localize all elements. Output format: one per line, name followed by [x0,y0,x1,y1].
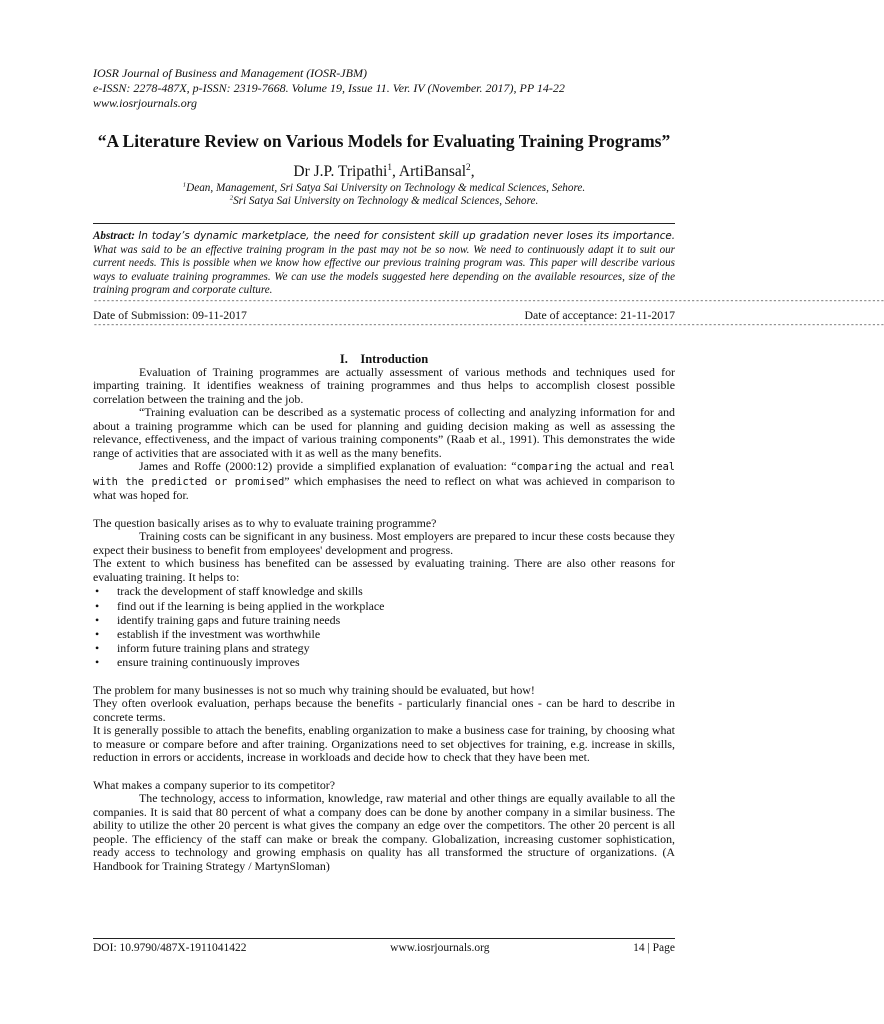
affiliation-1 [93,182,675,195]
author-2: ArtiBansal [398,163,467,180]
paragraph-5: The extent to which business has benefited can be assessed by evaluating training. There are also other reasons for evaluating training. It helps to: [93,556,675,584]
abstract [93,230,675,298]
abstract-top-rule [93,223,675,224]
paragraph-3-end: ” which emphasises the need to reflect on what was achieved in comparison to what was hoped for. [93,473,675,503]
spacer [93,503,675,517]
authors [93,162,675,182]
list-item: • ensure training continuously improves [93,655,675,669]
affiliation-2 [93,195,675,208]
paragraph-3-start: James and Roffe (2000:12) provide a simplified explanation of evaluation: “ [139,459,517,474]
dates-row [93,308,675,322]
section-heading [93,352,675,366]
list-item: • establish if the investment was worthwhile [93,627,675,641]
journal-header [93,66,675,111]
paragraph-3-mid: the actual and [572,459,651,474]
footer-page-number: 14 | Page [633,942,675,954]
affiliations [93,182,675,208]
paper-title: “A Literature Review on Various Models for Evaluating Training Programs” [97,131,671,151]
quote-comparing: comparing [516,461,573,474]
spacer [93,670,675,684]
author-trailing: , [470,163,475,180]
affiliation-2-text: Sri Satya Sai University on Technology & medical Sciences, Sehore. [233,195,539,207]
journal-issn: e-ISSN: 2278-487X, p-ISSN: 2319-7668. Volume 19, Issue 11. Ver. IV (November. 2017), PP 14-22 [93,81,565,95]
footer-website[interactable]: www.iosrjournals.org [390,942,490,954]
section-number: I. [339,351,348,366]
question-1: The question basically arises as to why to evaluate training programme? [93,515,437,530]
dashed-separator-bottom: ---------------------------------------------------------------------------------------------------------------------------------------------------------------------------------------- [93,320,884,330]
paragraph-3 [93,460,675,503]
dashed-separator-top: ---------------------------------------------------------------------------------------------------------------------------------------------------------------------------------------- [93,296,884,306]
paragraph-4: Training costs can be significant in any business. Most employers are prepared to incur these costs because they expect their business to benefit from employees' development and progress. [93,529,675,557]
abstract-handwritten-text: In today’s dynamic marketplace, the need for consistent skill up gradation never loses its importance. [138,230,675,242]
spacer [93,765,675,779]
paragraph-9: The technology, access to information, knowledge, raw material and other things are equally available to all the companies. It is said that 80 percent of what a company does can be done by another company in a similar business. The ability to utilize the other 20 percent is what gives the company an edge over the competitors. The other 20 percent is all people. The efficiency of the staff can make or break the company. Globalization, increasing customer sophistication, ready access to technology and growing emphasis on quality has all transformed the structure of organizations. (A Handbook for Training Strategy / MartynSloman) [93,791,675,873]
abstract-text: What was said to be an effective training program in the past may not be so now. We need to continuously adapt it to suit our current needs. This is possible when we know how effective our previous training program was. This paper will describe various ways to evaluate training programmes. We can use the models suggested here depending on the available resources, size of the training program and corporate culture. [93,243,675,297]
affiliation-1-sup: 1 [182,181,187,189]
page-content [93,66,884,873]
paragraph-7: They often overlook evaluation, perhaps because the benefits - particularly financial ones - can be hard to describe in concrete terms. [93,696,675,724]
list-item: • track the development of staff knowledge and skills [93,584,675,598]
paragraph-1: Evaluation of Training programmes are actually assessment of various methods and techniques used for imparting training. It identifies weakness of training programmes and thus helps to accomplish closest possible correlation between the training and the job. [93,364,675,406]
submission-date: Date of Submission: 09-11-2017 [93,307,247,322]
affiliation-1-text: Dean, Management, Sri Satya Sai University on Technology & medical Sciences, Sehore. [186,182,586,194]
list-item: • inform future training plans and strategy [93,641,675,655]
page-footer [93,938,675,954]
journal-name: IOSR Journal of Business and Management (IOSR-JBM) [93,66,367,80]
author-1: Dr J.P. Tripathi [293,163,388,180]
paragraph-8: It is generally possible to attach the benefits, enabling organization to make a business case for training, by choosing what to measure or compare before and after training. Organizations need to set objectives for training, e.g. increase in skills, reduction in errors or accidents, increase in workloads and decide how to check that they have been met. [93,723,675,765]
acceptance-date: Date of acceptance: 21-11-2017 [524,307,675,322]
author-2-sup: 2 [466,162,471,173]
journal-website[interactable]: www.iosrjournals.org [93,96,198,110]
affiliation-2-sup: 2 [229,194,234,202]
quote-real-with-predicted: real with the predicted or promised [93,461,675,488]
list-item: • find out if the learning is being applied in the workplace [93,599,675,613]
paragraph-6: The problem for many businesses is not so much why training should be evaluated, but how! [93,682,535,697]
author-1-sup: 1 [387,162,392,173]
author-separator: , [391,163,399,180]
section-title: Introduction [360,351,429,366]
body-text [93,366,675,873]
paragraph-2: “Training evaluation can be described as a systematic process of collecting and analyzing information for and about a training programme which can be used for planning and guiding decision making as well as assessing the relevance, effectiveness, and the impact of various training components” (Raab et al., 1991). This demonstrates the wide range of activities that are associated with it as well as the many benefits. [93,405,675,460]
abstract-label: Abstract: [93,230,135,242]
question-2: What makes a company superior to its competitor? [93,777,336,792]
footer-doi: DOI: 10.9790/487X-1911041422 [93,942,247,954]
list-item: • identify training gaps and future training needs [93,613,675,627]
benefits-list [93,584,675,669]
